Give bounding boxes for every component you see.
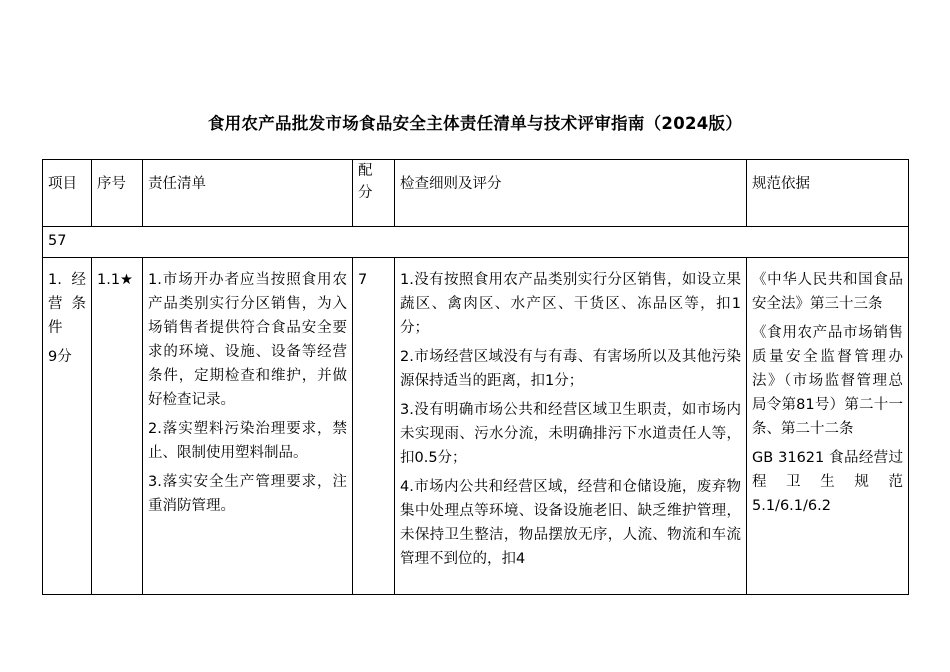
total-score-row: [43, 227, 909, 258]
serial-cell: 1.1★: [92, 258, 143, 595]
document-title: 食用农产品批发市场食品安全主体责任清单与技术评审指南（2024版）: [207, 114, 743, 133]
inspection-item: 1.没有按照食用农产品类别实行分区销售，如设立果蔬区、禽肉区、水产区、干货区、冻品区等，扣1分；: [400, 272, 741, 336]
header-score-line2: 分: [358, 185, 373, 201]
inspection-item: 3.没有明确市场公共和经营区域卫生职责，如市场内未实现雨、污水分流，未明确排污下水道责任人等，扣0.5分；: [400, 402, 741, 466]
inspection-item: 2.市场经营区域没有与有毒、有害场所以及其他污染源保持适当的距离，扣1分；: [400, 349, 741, 389]
header-responsibility: 责任清单: [143, 160, 353, 227]
basis-cell: [747, 258, 909, 595]
header-score-line1: 配: [358, 163, 373, 179]
responsibility-table: [42, 159, 909, 595]
responsibility-item: 3.落实安全生产管理要求，注重消防管理。: [148, 474, 347, 514]
score-cell: 7: [353, 258, 395, 595]
total-score: 57: [43, 227, 909, 258]
header-inspection: 检查细则及评分: [395, 160, 747, 227]
basis-item: 《食用农产品市场销售质量安全监督管理办法》（市场监督管理总局令第81号）第二十一条、第二十二条: [752, 325, 903, 437]
responsibility-item: 2.落实塑料污染治理要求，禁止、限制使用塑料制品。: [148, 421, 347, 461]
header-score: [353, 160, 395, 227]
project-cell: [43, 258, 92, 595]
header-serial: 序号: [92, 160, 143, 227]
basis-item: 《中华人民共和国食品安全法》第三十三条: [752, 272, 903, 312]
inspection-item: 4.市场内公共和经营区域，经营和仓储设施，废弃物集中处理点等环境、设备设施老旧、缺乏维护管理，未保持卫生整洁，物品摆放无序，人流、物流和车流管理不到位的，扣4: [400, 479, 741, 567]
basis-item: GB 31621 食品经营过程卫生规范 5.1/6.1/6.2: [752, 450, 903, 514]
table-row: [43, 258, 909, 595]
responsibility-item: 1.市场开办者应当按照食用农产品类别实行分区销售，为入场销售者提供符合食品安全要求的环境、设施、设备等经营条件，定期检查和维护，并做好检查记录。: [148, 272, 347, 408]
project-score: 9分: [48, 349, 72, 365]
header-project: 项目: [43, 160, 92, 227]
responsibility-cell: [143, 258, 353, 595]
table-header-row: [43, 160, 909, 227]
header-basis: 规范依据: [747, 160, 909, 227]
project-name: 1. 经营条件: [48, 272, 86, 336]
inspection-cell: [395, 258, 747, 595]
